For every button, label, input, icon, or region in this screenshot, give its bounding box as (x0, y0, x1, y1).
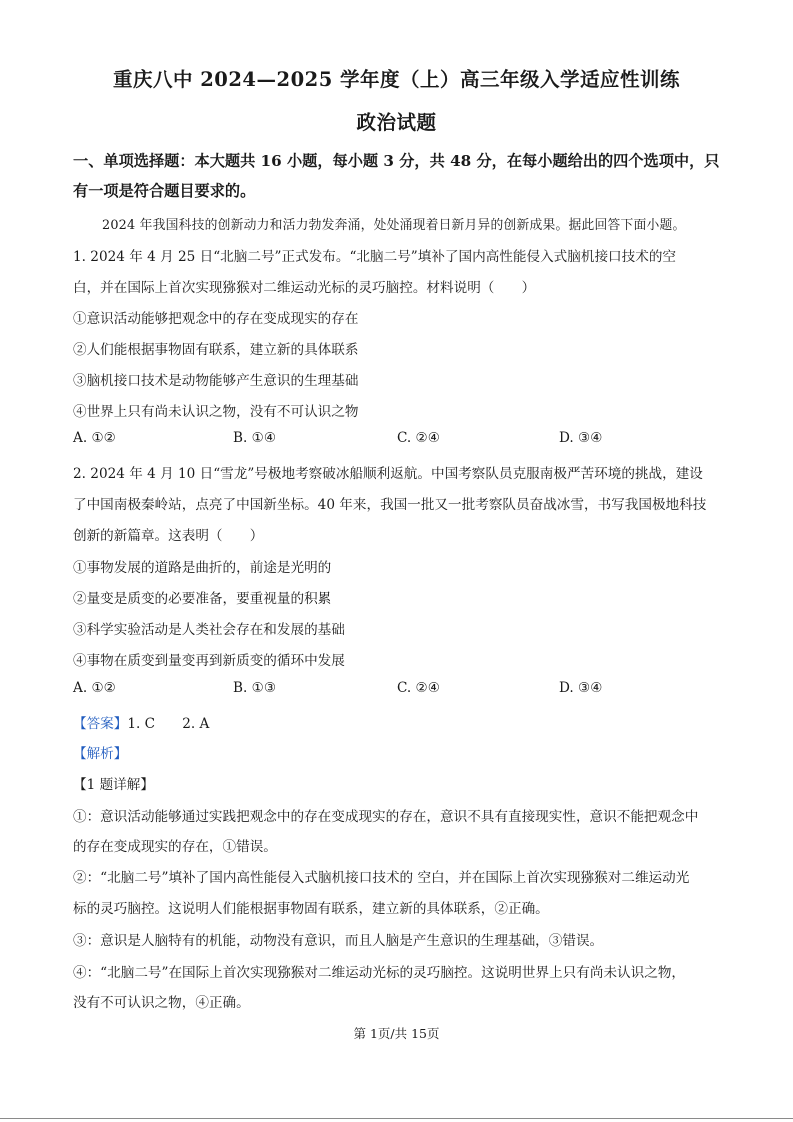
q2-statement: ①事物发展的道路是曲折的，前途是光明的 (73, 560, 332, 576)
q2-option-c[interactable]: C. ②④ (397, 680, 440, 696)
analysis-line: 的存在变成现实的存在，①错误。 (73, 839, 277, 855)
section-heading-line2: 有一项是符合题目要求的。 (73, 182, 256, 200)
exam-title: 重庆八中 2024—2025 学年度（上）高三年级入学适应性训练 (112, 68, 681, 91)
page-number: 第 1页/共 15页 (353, 1026, 440, 1041)
section-heading-line1: 一、单项选择题：本大题共 16 小题，每小题 3 分，共 48 分，在每小题给出的四个选项中，只 (73, 152, 720, 170)
q1-option-c[interactable]: C. ②④ (397, 430, 440, 446)
analysis-line: 标的灵巧脑控。这说明人们能根据事物固有联系，建立新的具体联系，②正确。 (73, 901, 549, 917)
q1-statement: ④世界上只有尚未认识之物，没有不可认识之物 (73, 404, 359, 420)
section-intro: 2024 年我国科技的创新动力和活力勃发奔涌，处处涌现着日新月异的创新成果。据此回答下面小题。 (102, 218, 686, 233)
q2-option-b[interactable]: B. ①③ (233, 680, 277, 696)
analysis-line: ④：“北脑二号”在国际上首次实现猕猴对二维运动光标的灵巧脑控。这说明世界上只有尚未认识之物， (73, 965, 686, 981)
q2-statement: ④事物在质变到量变再到新质变的循环中发展 (73, 653, 345, 669)
answer-text: 1. C 2. A (127, 716, 210, 732)
q2-statement: ②量变是质变的必要准备，要重视量的积累 (73, 591, 332, 607)
q1-option-d[interactable]: D. ③④ (559, 430, 603, 446)
q2-stem-line2: 了中国南极秦岭站，点亮了中国新坐标。40 年来，我国一批又一批考察队员奋战冰雪，书写我国极地科技 (73, 497, 707, 513)
q2-statement: ③科学实验活动是人类社会存在和发展的基础 (73, 622, 345, 638)
page-bottom-divider (0, 1118, 793, 1119)
q2-option-a[interactable]: A. ①② (73, 680, 116, 696)
analysis-line: ①：意识活动能够通过实践把观念中的存在变成现实的存在，意识不具有直接现实性，意识不能把观念中 (73, 809, 699, 825)
analysis-line: 没有不可认识之物，④正确。 (73, 995, 250, 1011)
q1-statement: ①意识活动能够把观念中的存在变成现实的存在 (73, 311, 359, 327)
q1-stem-line1: 1. 2024 年 4 月 25 日“北脑二号”正式发布。“北脑二号”填补了国内高性能侵入式脑机接口技术的空 (73, 249, 677, 265)
q1-statement: ②人们能根据事物固有联系，建立新的具体联系 (73, 342, 359, 358)
q2-stem-line3: 创新的新篇章。这表明（ ） (73, 528, 264, 544)
q1-statement: ③脑机接口技术是动物能够产生意识的生理基础 (73, 373, 359, 389)
q1-option-a[interactable]: A. ①② (73, 430, 116, 446)
analysis-line: ②：“北脑二号”填补了国内高性能侵入式脑机接口技术的 空白，并在国际上首次实现猕猴对二维运动光 (73, 870, 690, 886)
q2-stem-line1: 2. 2024 年 4 月 10 日“雪龙”号极地考察破冰船顺利返航。中国考察队员克服南极严苦环境的挑战，建设 (73, 466, 703, 482)
answer-tag: 【答案】 (73, 716, 128, 732)
analysis-tag: 【解析】 (73, 746, 128, 762)
q2-option-d[interactable]: D. ③④ (559, 680, 603, 696)
answer-line (73, 712, 209, 732)
q1-option-b[interactable]: B. ①④ (233, 430, 277, 446)
q1-stem-line2: 白，并在国际上首次实现猕猴对二维运动光标的灵巧脑控。材料说明（ ） (73, 280, 536, 296)
analysis-line: ③：意识是人脑特有的机能，动物没有意识，而且人脑是产生意识的生理基础，③错误。 (73, 933, 604, 949)
analysis-detail-tag: 【1 题详解】 (73, 777, 154, 793)
exam-subtitle: 政治试题 (356, 111, 437, 134)
